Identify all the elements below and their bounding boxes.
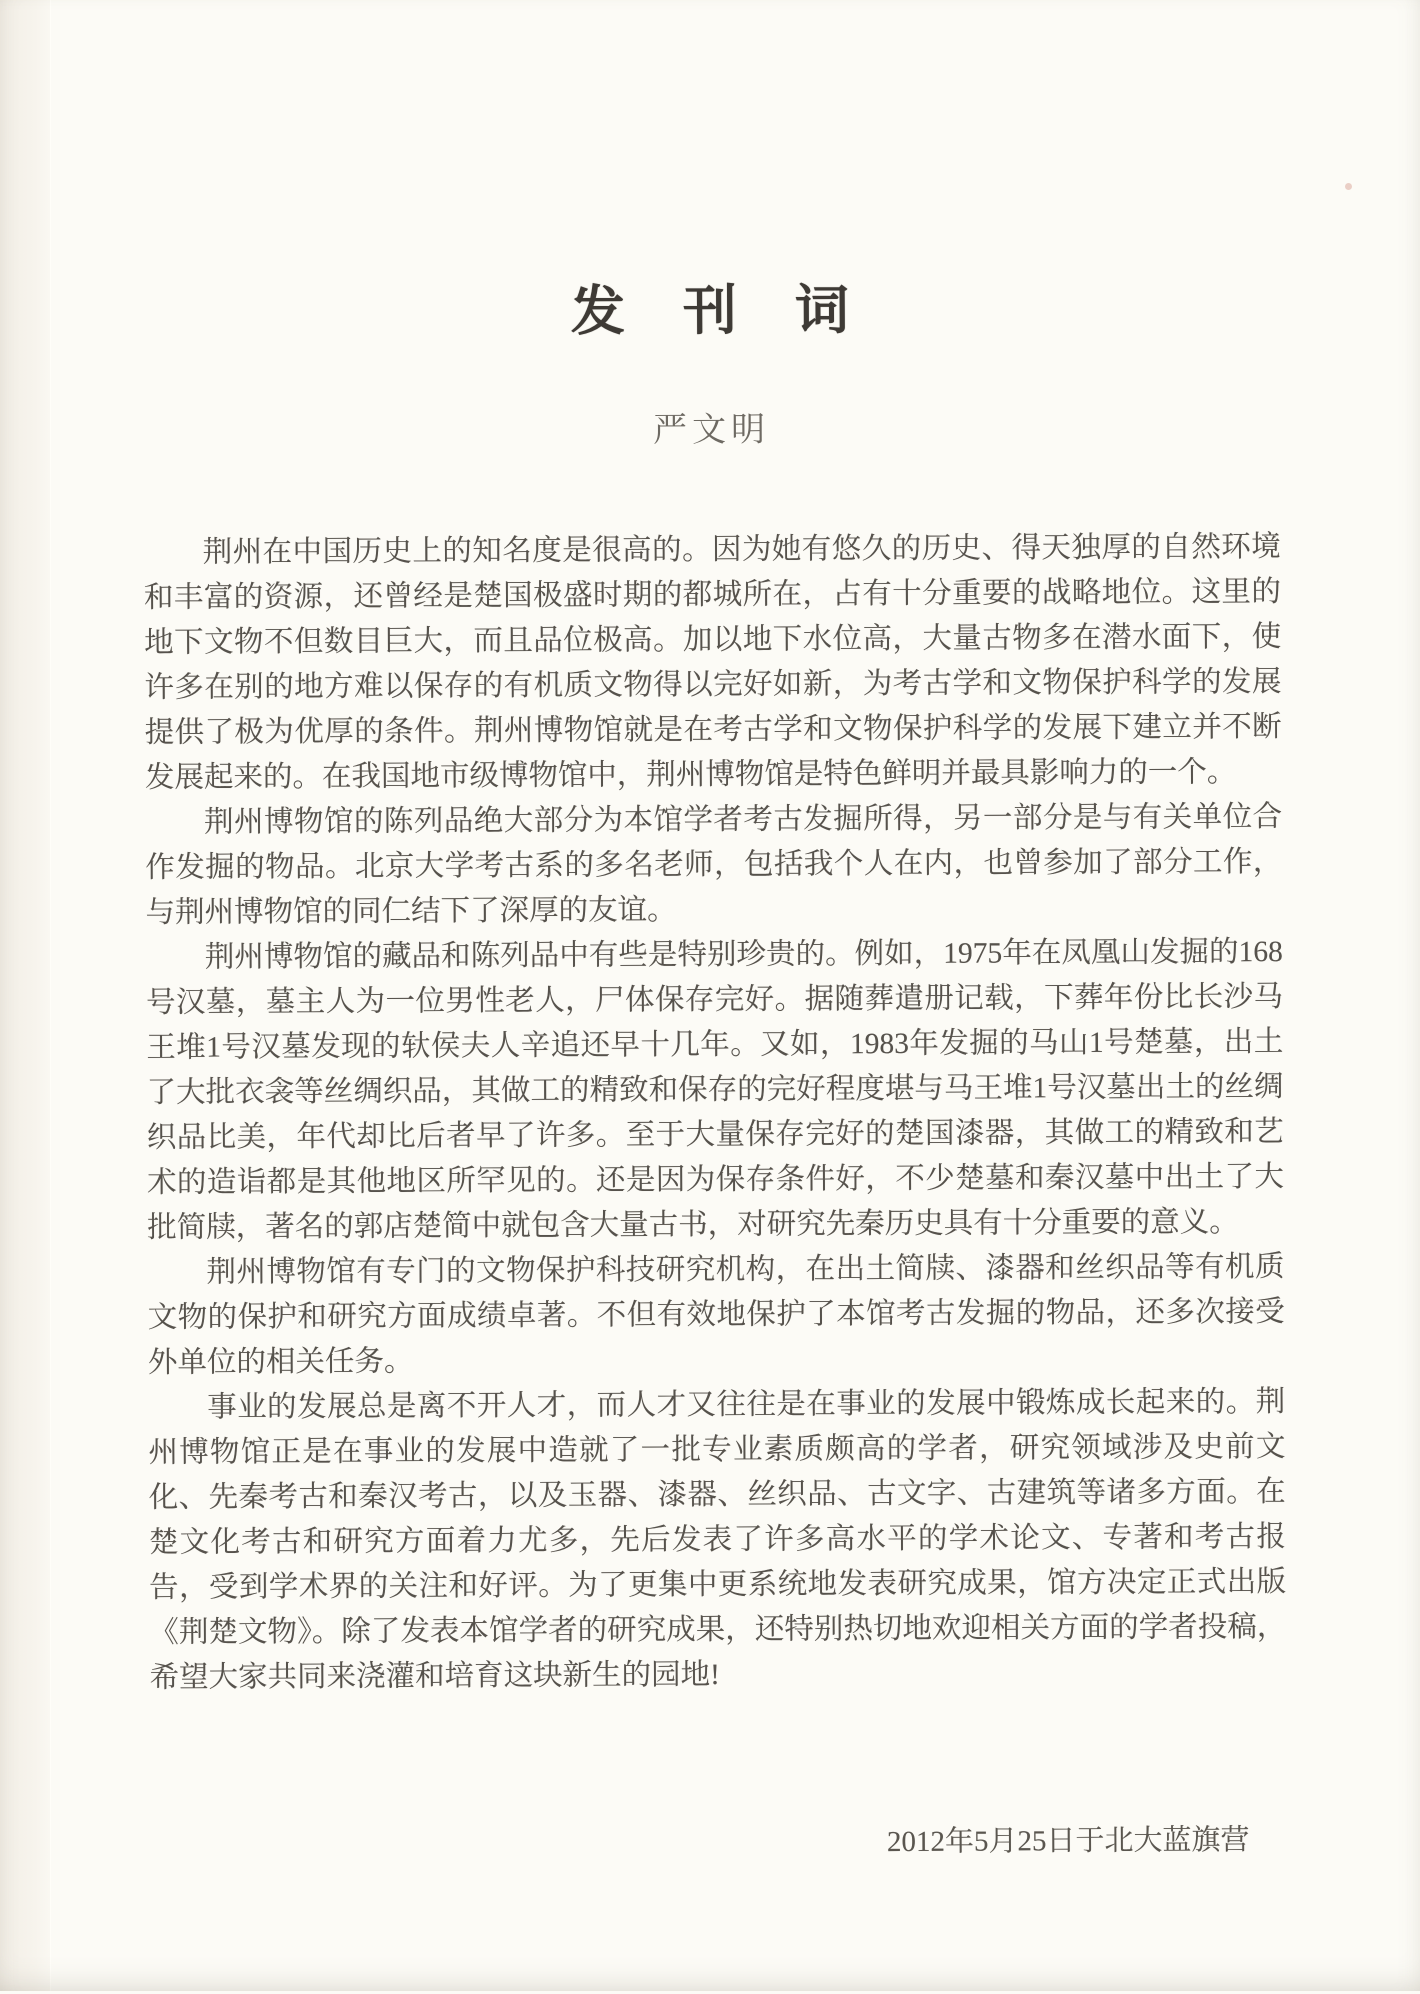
scan-artifact-speck <box>1345 183 1352 190</box>
binding-crease <box>0 0 51 1991</box>
page-content <box>141 0 1288 1994</box>
dateline: 2012年5月25日于北大蓝旗营 <box>886 1824 1250 1859</box>
body-paragraph: 荆州博物馆有专门的文物保护科技研究机构，在出土简牍、漆器和丝织品等有机质文物的保护和研究方面成绩卓著。不但有效地保护了本馆考古发掘的物品，还多次接受外单位的相关任务。 <box>147 1251 1285 1379</box>
body-paragraph: 荆州博物馆的陈列品绝大部分为本馆学者考古发掘所得，另一部分是与有关单位合作发掘的物品。北京大学考古系的多名老师，包括我个人在内，也曾参加了部分工作，与荆州博物馆的同仁结下了深厚的友谊。 <box>145 801 1283 929</box>
body-paragraph: 荆州博物馆的藏品和陈列品中有些是特别珍贵的。例如，1975年在凤凰山发掘的168号汉墓，墓主人为一位男性老人，尸体保存完好。据随葬遣册记载，下葬年份比长沙马王堆1号汉墓发现的轪侯夫人辛追还早十几年。又如，1983年发掘的马山1号楚墓，出土了大批衣衾等丝绸织品，其做工的精致和保存的完好程度堪与马王堆1号汉墓出土的丝绸织品比美，年代却比后者早了许多。至于大量保存完好的楚国漆器，其做工的精致和艺术的造诣都是其他地区所罕见的。还是因为保存条件好，不少楚墓和秦汉墓中出土了大批简牍，著名的郭店楚简中就包含大量古书，对研究先秦历史具有十分重要的意义。 <box>145 936 1285 1244</box>
author-name: 严文明 <box>652 411 771 450</box>
article-body <box>144 525 1287 1701</box>
body-paragraph: 荆州在中国历史上的知名度是很高的。因为她有悠久的历史、得天独厚的自然环境和丰富的资源，还曾经是楚国极盛时期的都城所在，占有十分重要的战略地位。这里的地下文物不但数目巨大，而且品位极高。加以地下水位高，大量古物多在潜水面下，使许多在别的地方难以保存的有机质文物得以完好如新，为考古学和文物保护科学的发展提供了极为优厚的条件。荆州博物馆就是在考古学和文物保护科学的发展下建立并不断发展起来的。在我国地市级博物馆中，荆州博物馆是特色鲜明并最具影响力的一个。 <box>143 531 1282 794</box>
body-paragraph: 事业的发展总是离不开人才，而人才又往往是在事业的发展中锻炼成长起来的。荆州博物馆正是在事业的发展中造就了一批专业素质颇高的学者，研究领域涉及史前文化、先秦考古和秦汉考古，以及玉器、漆器、丝织品、古文字、古建筑等诸多方面。在楚文化考古和研究方面着力尤多，先后发表了许多高水平的学术论文、专著和考古报告，受到学术界的关注和好评。为了更集中更系统地发表研究成果，馆方决定正式出版《荆楚文物》。除了发表本馆学者的研究成果，还特别热切地欢迎相关方面的学者投稿，希望大家共同来浇灌和培育这块新生的园地! <box>148 1386 1287 1694</box>
page-title: 发 刊 词 <box>570 280 852 342</box>
